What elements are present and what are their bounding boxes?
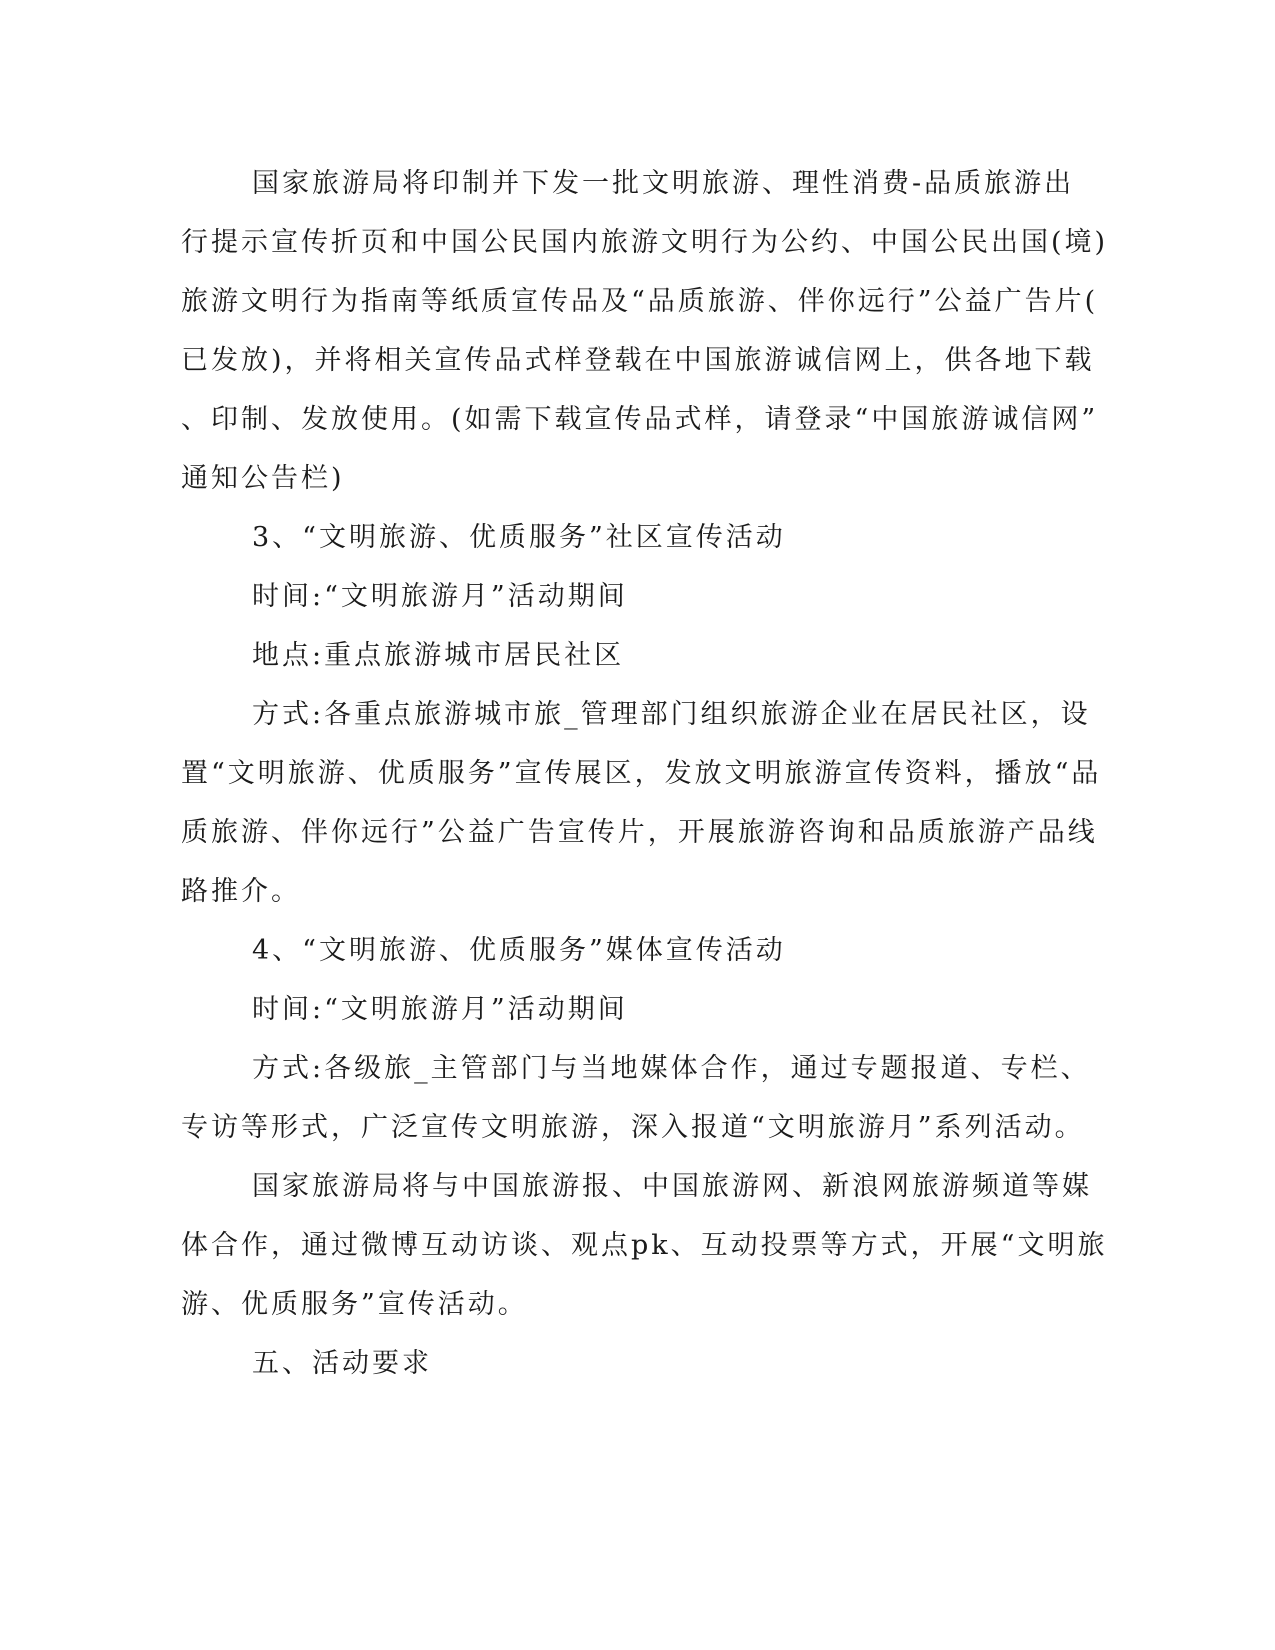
method-line-3c: 质旅游、伴你远行”公益广告宣传片，开展旅游咨询和品质旅游产品线 bbox=[181, 817, 1098, 848]
text-line-4: 已发放)，并将相关宣传品式样登载在中国旅游诚信网上，供各地下载 bbox=[181, 345, 1095, 376]
paragraph-line-c: 游、优质服务”宣传活动。 bbox=[181, 1289, 528, 1320]
text-line-6: 通知公告栏) bbox=[181, 463, 345, 494]
method-line-4a: 方式:各级旅_主管部门与当地媒体合作，通过专题报道、专栏、 bbox=[252, 1053, 1091, 1084]
paragraph-line-a: 国家旅游局将与中国旅游报、中国旅游网、新浪网旅游频道等媒 bbox=[252, 1171, 1092, 1202]
text-line-1: 国家旅游局将印制并下发一批文明旅游、理性消费-品质旅游出 bbox=[252, 168, 1075, 199]
method-line-3d: 路推介。 bbox=[181, 876, 301, 907]
section-heading-3: 3、“文明旅游、优质服务”社区宣传活动 bbox=[252, 522, 786, 553]
location-line-3: 地点:重点旅游城市居民社区 bbox=[252, 640, 625, 671]
text-line-2: 行提示宣传折页和中国公民国内旅游文明行为公约、中国公民出国(境) bbox=[181, 227, 1109, 258]
text-line-5: 、印制、发放使用。(如需下载宣传品式样，请登录“中国旅游诚信网” bbox=[181, 404, 1099, 435]
method-line-3b: 置“文明旅游、优质服务”宣传展区，发放文明旅游宣传资料，播放“品 bbox=[181, 758, 1102, 789]
time-line-4: 时间:“文明旅游月”活动期间 bbox=[252, 994, 628, 1025]
method-line-4b: 专访等形式，广泛宣传文明旅游，深入报道“文明旅游月”系列活动。 bbox=[181, 1112, 1085, 1143]
method-line-3a: 方式:各重点旅游城市旅_管理部门组织旅游企业在居民社区，设 bbox=[252, 699, 1091, 730]
section-heading-5: 五、活动要求 bbox=[252, 1348, 432, 1379]
time-line-3: 时间:“文明旅游月”活动期间 bbox=[252, 581, 628, 612]
text-line-3: 旅游文明行为指南等纸质宣传品及“品质旅游、伴你远行”公益广告片( bbox=[181, 286, 1099, 317]
paragraph-line-b: 体合作，通过微博互动访谈、观点pk、互动投票等方式，开展“文明旅 bbox=[181, 1230, 1108, 1261]
section-heading-4: 4、“文明旅游、优质服务”媒体宣传活动 bbox=[252, 935, 786, 966]
